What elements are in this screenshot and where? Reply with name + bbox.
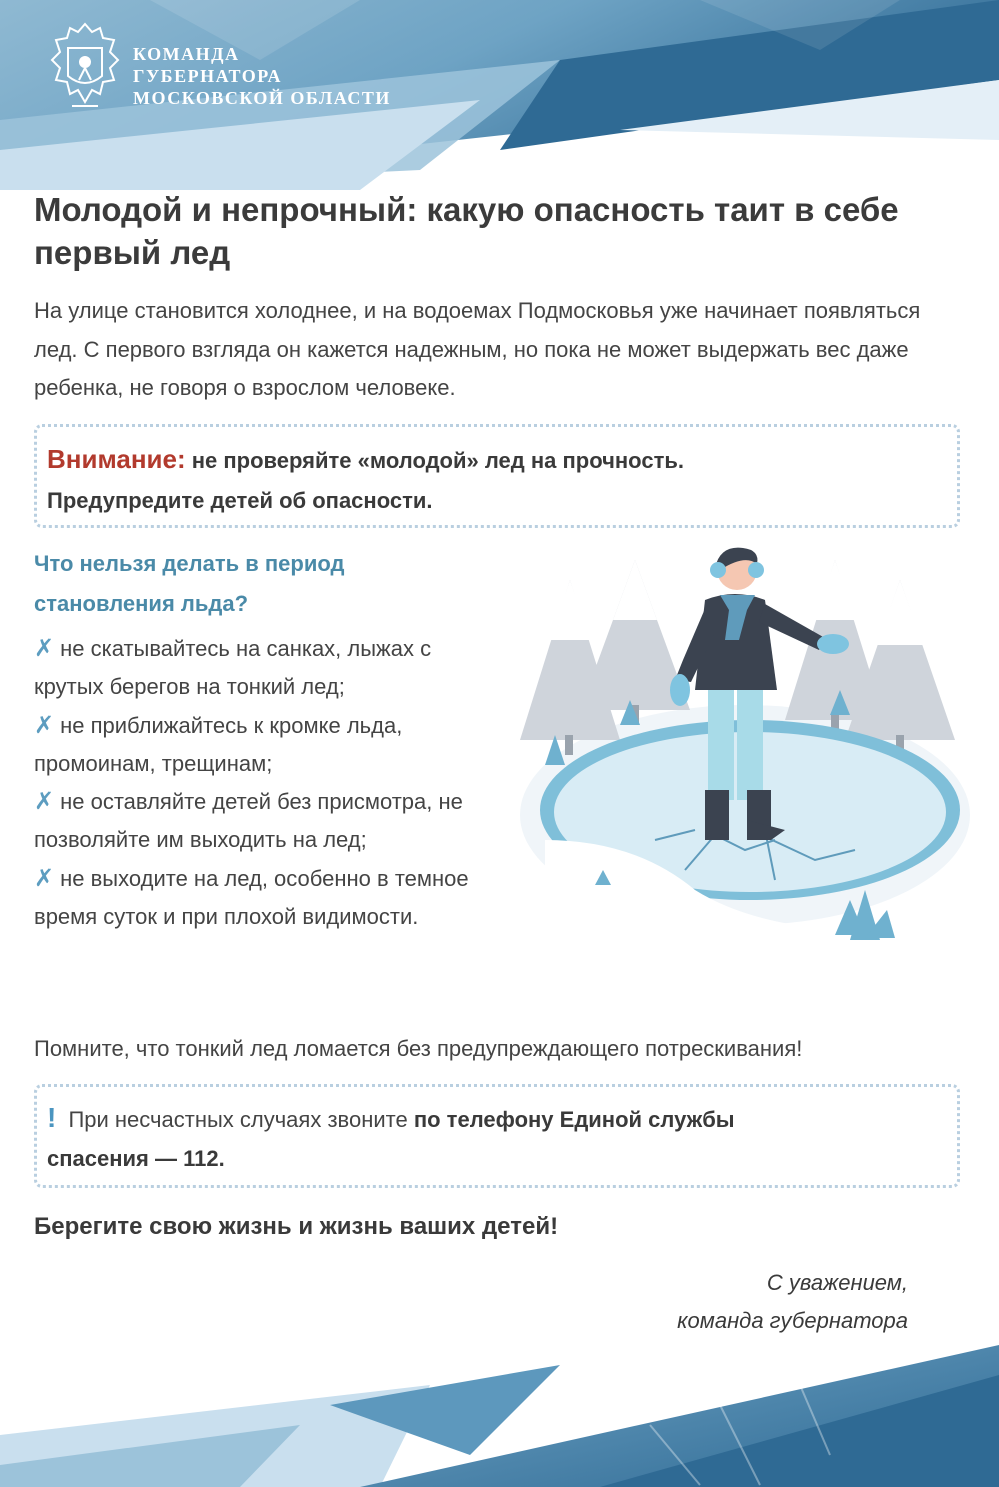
section-title: Что нельзя делать в период становления льда? [34,551,345,616]
signature-line-2: команда губернатора [677,1308,908,1333]
cross-icon: ✗ [34,788,55,816]
bottom-banner [0,1345,999,1487]
warning-label: Внимание: [47,444,186,474]
dont-list [34,630,494,936]
emergency-bold-2: спасения — 112. [47,1145,225,1171]
logo-line-2: ГУБЕРНАТОРА [133,66,282,86]
emergency-bold-1: по телефону Единой службы [413,1107,735,1132]
emergency-line-2 [47,1140,957,1179]
list-item-text: не приближайтесь к кромке льда, промоинам, трещинам; [34,712,403,776]
list-item [34,783,494,860]
warning-text-2: Предупредите детей об опасности. [47,488,433,513]
signature [560,1264,908,1340]
page-title: Молодой и непрочный: какую опасность таит в себе первый лед [34,191,899,271]
logo-line-3: МОСКОВСКОЙ ОБЛАСТИ [133,88,391,108]
cross-icon: ✗ [34,635,55,662]
person-on-thin-ice-illustration [515,540,975,960]
list-item [34,630,494,707]
coat-of-arms-icon [48,22,122,112]
care-slogan: Берегите свою жизнь и жизнь ваших детей! [34,1213,559,1240]
signature-line-1: С уважением, [766,1270,908,1295]
warning-line-1 [47,439,957,481]
list-item-text: не скатывайтесь на санках, лыжах с крутых берегов на тонкий лед; [34,636,432,700]
exclamation-icon: ! [47,1102,57,1133]
warning-box [34,424,960,528]
warning-text-1: не проверяйте «молодой» лед на прочность. [191,448,684,473]
intro-paragraph: На улице становится холоднее, и на водоемах Подмосковья уже начинает появляться лед. С первого взгляда он кажется надежным, но пока не может выдержать вес даже ребенка, не говоря о взрослом человеке. [34,298,921,400]
list-item [34,707,494,784]
logo-line-1: КОМАНДА [133,44,240,64]
cross-icon: ✗ [34,864,55,892]
emergency-text: При несчастных случаях звоните [68,1107,408,1132]
emergency-box [34,1084,960,1188]
emergency-line-1 [47,1099,957,1140]
logo-text [133,43,391,109]
list-item-text: не оставляйте детей без присмотра, не позволяйте им выходить на лед; [34,789,463,853]
cross-icon: ✗ [34,711,55,739]
list-item [34,860,494,937]
remember-text: Помните, что тонкий лед ломается без предупреждающего потрескивания! [34,1036,803,1061]
list-item-text: не выходите на лед, особенно в темное время суток и при плохой видимости. [34,865,469,930]
